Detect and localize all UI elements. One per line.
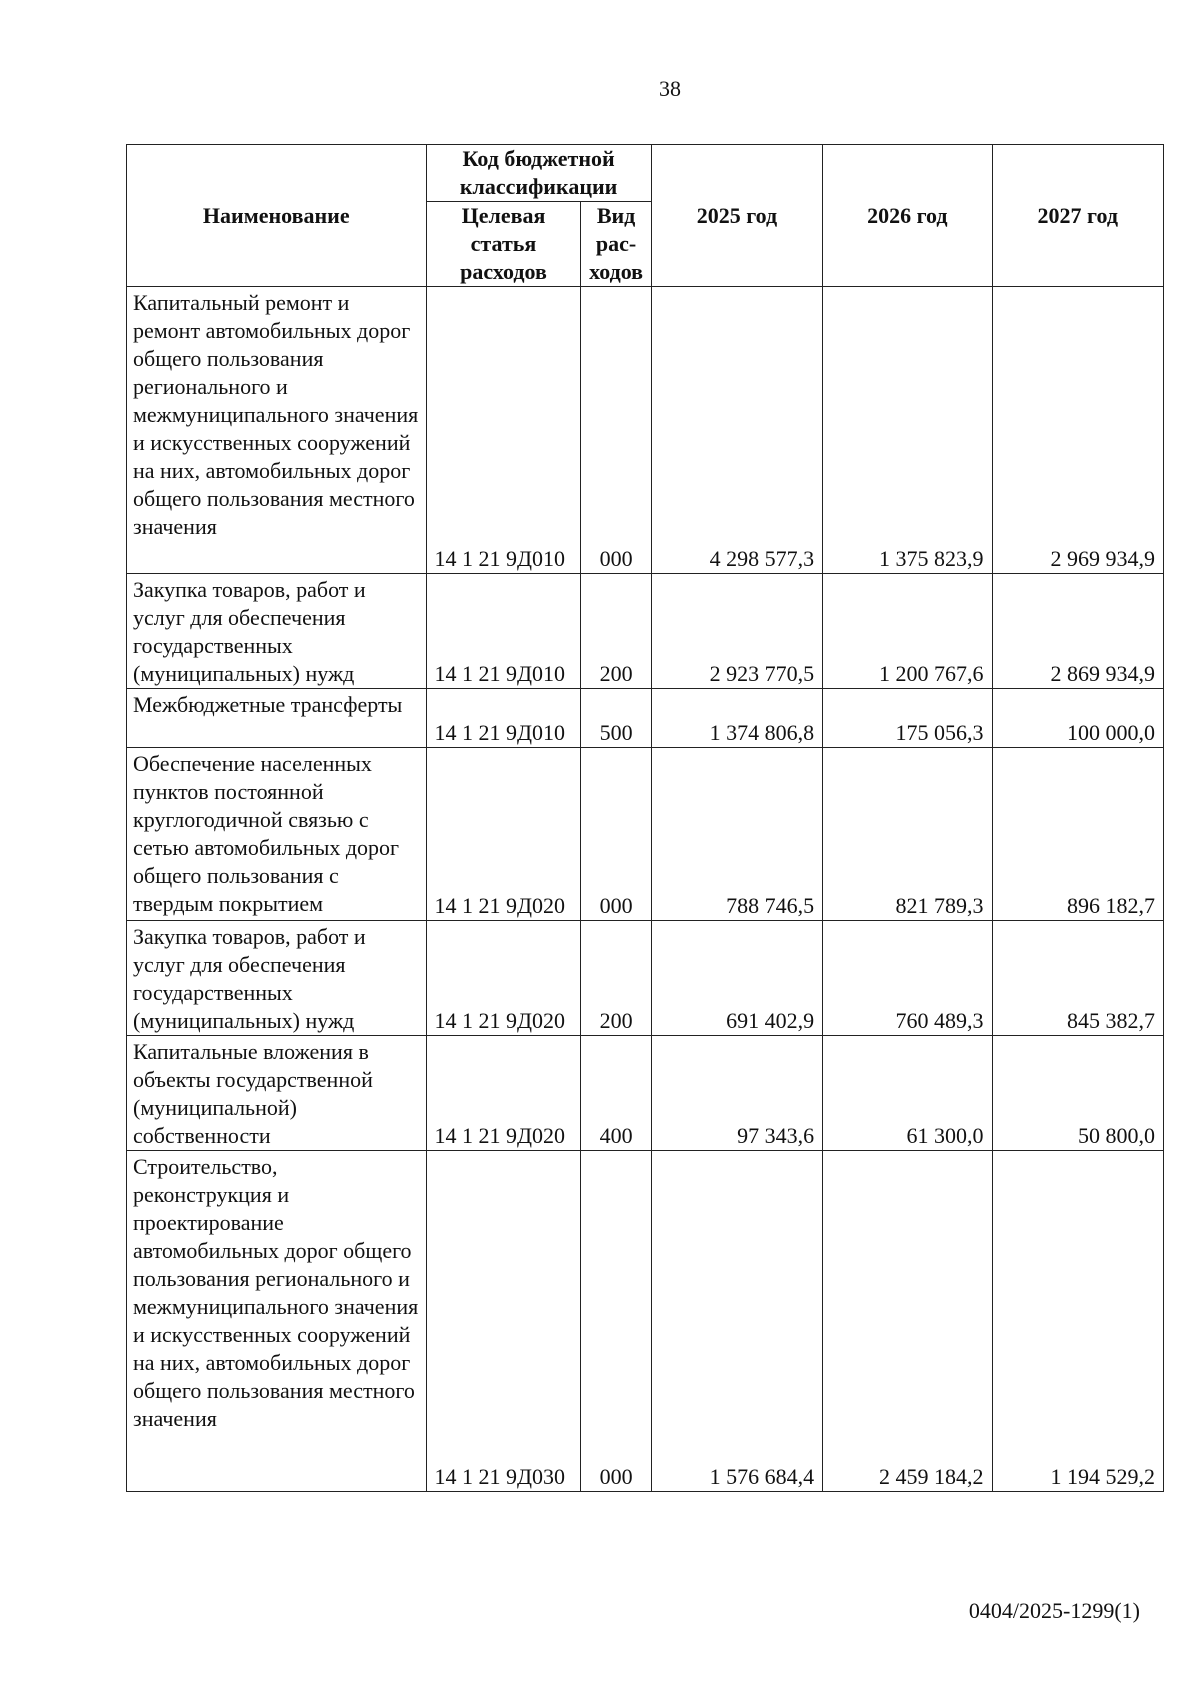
row-value-2027: 896 182,7 <box>992 748 1163 921</box>
table-row <box>127 1036 1164 1151</box>
header-2027: 2027 год <box>992 145 1163 287</box>
row-value-2025: 788 746,5 <box>651 748 822 921</box>
row-value-2027: 100 000,0 <box>992 689 1163 748</box>
row-value-2026: 1 375 823,9 <box>823 287 992 574</box>
row-name: Закупка товаров, работ и услуг для обеспечения государственных (муниципальных) нужд <box>127 921 427 1036</box>
table-row <box>127 1151 1164 1492</box>
header-expense-type: Вид рас-ходов <box>581 202 651 287</box>
header-target-article: Целевая статья расходов <box>426 202 581 287</box>
row-expense-type: 500 <box>581 689 651 748</box>
row-value-2027: 50 800,0 <box>992 1036 1163 1151</box>
row-value-2026: 2 459 184,2 <box>823 1151 992 1492</box>
row-value-2026: 760 489,3 <box>823 921 992 1036</box>
row-value-2027: 845 382,7 <box>992 921 1163 1036</box>
header-2026: 2026 год <box>823 145 992 287</box>
row-expense-type: 000 <box>581 748 651 921</box>
page-number: 38 <box>659 76 681 101</box>
table-row <box>127 574 1164 689</box>
row-name: Строительство, реконструкция и проектирование автомобильных дорог общего пользования регионального и межмуниципального значения и искусственных сооружений на них, автомобильных дорог общего пользования местного значения <box>127 1151 427 1492</box>
row-value-2027: 2 869 934,9 <box>992 574 1163 689</box>
row-value-2026: 61 300,0 <box>823 1036 992 1151</box>
row-value-2025: 691 402,9 <box>651 921 822 1036</box>
table-row <box>127 689 1164 748</box>
table-row <box>127 921 1164 1036</box>
row-target-article: 14 1 21 9Д020 <box>426 921 581 1036</box>
row-name: Закупка товаров, работ и услуг для обеспечения государственных (муниципальных) нужд <box>127 574 427 689</box>
row-expense-type: 200 <box>581 574 651 689</box>
row-value-2025: 97 343,6 <box>651 1036 822 1151</box>
budget-table <box>126 144 1164 1492</box>
row-target-article: 14 1 21 9Д010 <box>426 287 581 574</box>
row-expense-type: 000 <box>581 287 651 574</box>
header-bcc-group: Код бюджетной классификации <box>426 145 651 202</box>
table-row <box>127 287 1164 574</box>
row-target-article: 14 1 21 9Д010 <box>426 574 581 689</box>
header-2025: 2025 год <box>651 145 822 287</box>
row-target-article: 14 1 21 9Д010 <box>426 689 581 748</box>
table-row <box>127 748 1164 921</box>
row-expense-type: 400 <box>581 1036 651 1151</box>
row-value-2025: 1 374 806,8 <box>651 689 822 748</box>
row-value-2026: 1 200 767,6 <box>823 574 992 689</box>
row-value-2025: 2 923 770,5 <box>651 574 822 689</box>
row-name: Межбюджетные трансферты <box>127 689 427 748</box>
row-target-article: 14 1 21 9Д020 <box>426 748 581 921</box>
row-expense-type: 200 <box>581 921 651 1036</box>
table-header-row <box>127 145 1164 202</box>
row-target-article: 14 1 21 9Д030 <box>426 1151 581 1492</box>
row-expense-type: 000 <box>581 1151 651 1492</box>
row-value-2025: 1 576 684,4 <box>651 1151 822 1492</box>
row-name: Капитальные вложения в объекты государственной (муниципальной) собственности <box>127 1036 427 1151</box>
row-name: Обеспечение населенных пунктов постоянной круглогодичной связью с сетью автомобильных дорог общего пользования с твердым покрытием <box>127 748 427 921</box>
header-name: Наименование <box>127 145 427 287</box>
row-value-2026: 175 056,3 <box>823 689 992 748</box>
row-name: Капитальный ремонт и ремонт автомобильных дорог общего пользования регионального и межмуниципального значения и искусственных сооружений на них, автомобильных дорог общего пользования местного значения <box>127 287 427 574</box>
row-target-article: 14 1 21 9Д020 <box>426 1036 581 1151</box>
row-value-2025: 4 298 577,3 <box>651 287 822 574</box>
row-value-2027: 2 969 934,9 <box>992 287 1163 574</box>
row-value-2026: 821 789,3 <box>823 748 992 921</box>
document-registration-code: 0404/2025-1299(1) <box>968 1598 1140 1623</box>
row-value-2027: 1 194 529,2 <box>992 1151 1163 1492</box>
